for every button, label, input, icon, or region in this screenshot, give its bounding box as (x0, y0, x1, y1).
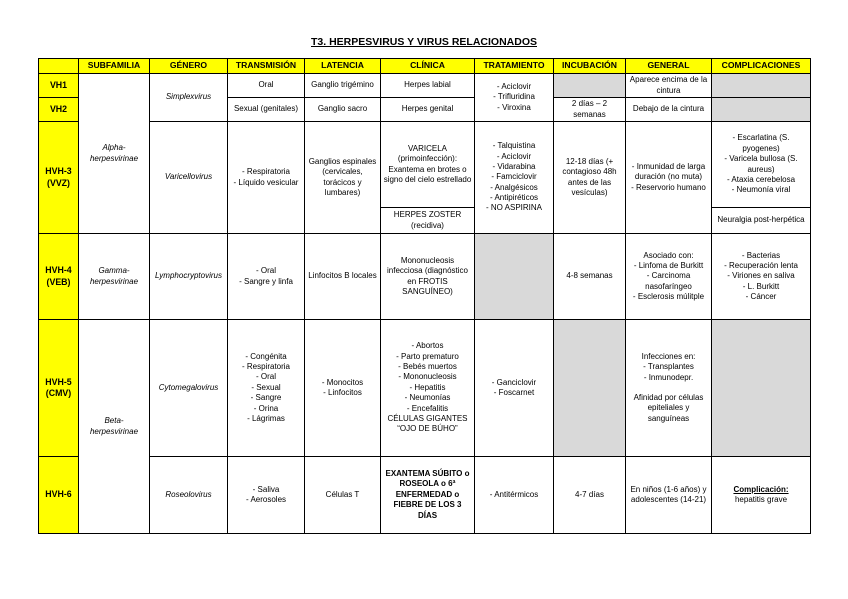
list-item: - Aciclovir (477, 152, 551, 162)
header-general: GENERAL (626, 59, 712, 74)
list-item: - Bebés muertos (383, 362, 472, 372)
header-genero: GÉNERO (150, 59, 228, 74)
vh1-latencia: Ganglio trigémino (305, 74, 381, 98)
vh-tratamiento (475, 74, 554, 122)
header-subfamilia: SUBFAMILIA (79, 59, 150, 74)
list-item: - Escarlatina (S. pyogenes) (714, 133, 808, 154)
list-item: - Parto prematuro (383, 352, 472, 362)
vh2-incubacion: 2 días – 2 semanas (554, 98, 626, 122)
complicacion-value: hepatitis grave (734, 495, 788, 504)
vh2-clinica: Herpes genital (381, 98, 475, 122)
header-latencia: LATENCIA (305, 59, 381, 74)
vh1-transmision: Oral (228, 74, 305, 98)
subfamilia-beta: Beta-herpesvirinae (79, 320, 150, 534)
list-item: - Antitérmicos (477, 490, 551, 500)
vhh4-transmision (228, 234, 305, 320)
header-virus (39, 59, 79, 74)
list-item: - Aciclovir (477, 82, 551, 92)
vhh5-latencia (305, 320, 381, 457)
list-item: - Respiratoria (230, 362, 302, 372)
list-item: - Viriones en saliva (714, 271, 808, 281)
virus-vhh4: HVH-4 (VEB) (39, 234, 79, 320)
vhh5-general (626, 320, 712, 457)
clinica-extra: CÉLULAS GIGANTES “OJO DE BÚHO” (387, 413, 468, 434)
vhh4-latencia: Linfocitos B locales (305, 234, 381, 320)
list-item: - Foscarnet (477, 388, 551, 398)
list-item: - Esclerosis múlitple (628, 292, 709, 302)
vh1-clinica: Herpes labial (381, 74, 475, 98)
vhh3-incubacion: 12-18 días (+ contagioso 48h antes de las vesículas) (554, 122, 626, 234)
vhh6-transmision (228, 457, 305, 534)
list-item: - Inmunodepr. (628, 373, 709, 383)
header-complicaciones: COMPLICACIONES (712, 59, 811, 74)
general-title: Infecciones en: (641, 351, 696, 361)
vhh5-complicaciones (712, 320, 811, 457)
virus-vhh6: HVH-6 (39, 457, 79, 534)
list-item: - Congénita (230, 352, 302, 362)
list-item: - Aerosoles (230, 495, 302, 505)
list-item: - Varicela bullosa (S. aureus) (714, 154, 808, 175)
vhh4-general (626, 234, 712, 320)
vhh6-latencia: Células T (305, 457, 381, 534)
table-row-vhh4 (39, 234, 811, 320)
virus-vhh5: HVH-5 (CMV) (39, 320, 79, 457)
genero-varicellovirus: Varicellovirus (150, 122, 228, 234)
genero-cytomegalovirus: Cytomegalovirus (150, 320, 228, 457)
virus-vh2: VH2 (39, 98, 79, 122)
vh1-general: Aparece encima de la cintura (626, 74, 712, 98)
complicacion-label: Complicación: (733, 484, 789, 494)
vhh4-complicaciones (712, 234, 811, 320)
list-item: - Bacterias (714, 251, 808, 261)
list-item: - Mononucleosis (383, 372, 472, 382)
general-extra: Afinidad por células epiteliales y sanguíneas (633, 393, 704, 423)
list-item: - Líquido vesicular (230, 178, 302, 188)
list-item: - Hepatitis (383, 383, 472, 393)
genero-simplexvirus: Simplexvirus (150, 74, 228, 122)
table-row-vhh6 (39, 457, 811, 534)
subfamilia-gamma: Gamma-herpesvirinae (79, 234, 150, 320)
list-item: - Neumonías (383, 393, 472, 403)
list-item: - Linfocitos (307, 388, 378, 398)
list-item: - Monocitos (307, 378, 378, 388)
list-item: - L. Burkitt (714, 282, 808, 292)
vh2-complicaciones (712, 98, 811, 122)
list-item: - NO ASPIRINA (477, 203, 551, 213)
list-item: - Encefalitis (383, 404, 472, 414)
vhh6-complicaciones (712, 457, 811, 534)
vhh5-clinica (381, 320, 475, 457)
list-item: - Trifluridina (477, 92, 551, 102)
vh1-incubacion (554, 74, 626, 98)
vhh6-general: En niños (1-6 años) y adolescentes (14-21) (626, 457, 712, 534)
vhh3-clinica-zoster: HERPES ZOSTER (recidiva) (381, 208, 475, 234)
virus-vhh3: HVH-3 (VVZ) (39, 122, 79, 234)
header-incubacion: INCUBACIÓN (554, 59, 626, 74)
list-item: - Ganciclovir (477, 378, 551, 388)
table-row-vhh5 (39, 320, 811, 457)
virus-vh1: VH1 (39, 74, 79, 98)
vhh5-transmision (228, 320, 305, 457)
list-item: - Transplantes (628, 362, 709, 372)
table-row-vh1 (39, 74, 811, 98)
subfamilia-alpha: Alpha-herpesvirinae (79, 74, 150, 234)
vhh4-clinica: Mononucleosis infecciosa (diagnóstico en FROTIS SANGUÍNEO) (381, 234, 475, 320)
vhh4-tratamiento (475, 234, 554, 320)
vh2-transmision: Sexual (genitales) (228, 98, 305, 122)
list-item: - Talquistina (477, 141, 551, 151)
list-item: - Linfoma de Burkitt (628, 261, 709, 271)
list-item: - Viroxina (477, 103, 551, 113)
vhh4-incubacion: 4-8 semanas (554, 234, 626, 320)
list-item: - Recuperación lenta (714, 261, 808, 271)
vhh3-complicaciones (712, 122, 811, 208)
list-item: - Analgésicos (477, 183, 551, 193)
vh1-complicaciones (712, 74, 811, 98)
list-item: - Sangre (230, 393, 302, 403)
list-item: - Antipiréticos (477, 193, 551, 203)
list-item: - Reservorio humano (628, 183, 709, 193)
header-row (39, 59, 811, 74)
list-item: - Respiratoria (230, 167, 302, 177)
list-item: - Sexual (230, 383, 302, 393)
header-clinica: CLÍNICA (381, 59, 475, 74)
genero-lymphocryptovirus: Lymphocryptovirus (150, 234, 228, 320)
vhh6-incubacion: 4-7 días (554, 457, 626, 534)
genero-roseolovirus: Roseolovirus (150, 457, 228, 534)
vhh3-transmision (228, 122, 305, 234)
list-item: - Saliva (230, 485, 302, 495)
list-item: - Inmunidad de larga duración (no muta) (628, 162, 709, 183)
vh2-general: Debajo de la cintura (626, 98, 712, 122)
table-row-vhh3 (39, 122, 811, 208)
vhh3-latencia: Ganglios espinales (cervicales, torácicos y lumbares) (305, 122, 381, 234)
list-item: - Abortos (383, 341, 472, 351)
list-item: - Ataxia cerebelosa (714, 175, 808, 185)
general-title: Asociado con: (643, 250, 694, 260)
vhh3-tratamiento (475, 122, 554, 234)
list-item: - Carcinoma nasofaríngeo (628, 271, 709, 292)
list-item: - Vidarabina (477, 162, 551, 172)
vhh6-tratamiento (475, 457, 554, 534)
list-item: - Oral (230, 266, 302, 276)
header-tratamiento: TRATAMIENTO (475, 59, 554, 74)
vhh6-clinica: EXANTEMA SÚBITO o ROSEOLA o 6ª ENFERMEDAD o FIEBRE DE LOS 3 DÍAS (381, 457, 475, 534)
header-transmision: TRANSMISIÓN (228, 59, 305, 74)
list-item: - Oral (230, 372, 302, 382)
page-title: T3. HERPESVIRUS Y VIRUS RELACIONADOS (311, 36, 537, 48)
list-item: - Orina (230, 404, 302, 414)
vh2-latencia: Ganglio sacro (305, 98, 381, 122)
list-item: - Sangre y linfa (230, 277, 302, 287)
vhh3-clinica-varicela: VARICELA (primoinfección): Exantema en brotes o signo del cielo estrellado (381, 122, 475, 208)
vhh5-incubacion (554, 320, 626, 457)
list-item: - Neumonía viral (714, 185, 808, 195)
vhh5-tratamiento (475, 320, 554, 457)
vhh3-complicaciones-neuralgia: Neuralgia post-herpética (712, 208, 811, 234)
list-item: - Lágrimas (230, 414, 302, 424)
vhh3-general (626, 122, 712, 234)
list-item: - Famciclovir (477, 172, 551, 182)
list-item: - Cáncer (714, 292, 808, 302)
herpesvirus-table (38, 58, 811, 534)
